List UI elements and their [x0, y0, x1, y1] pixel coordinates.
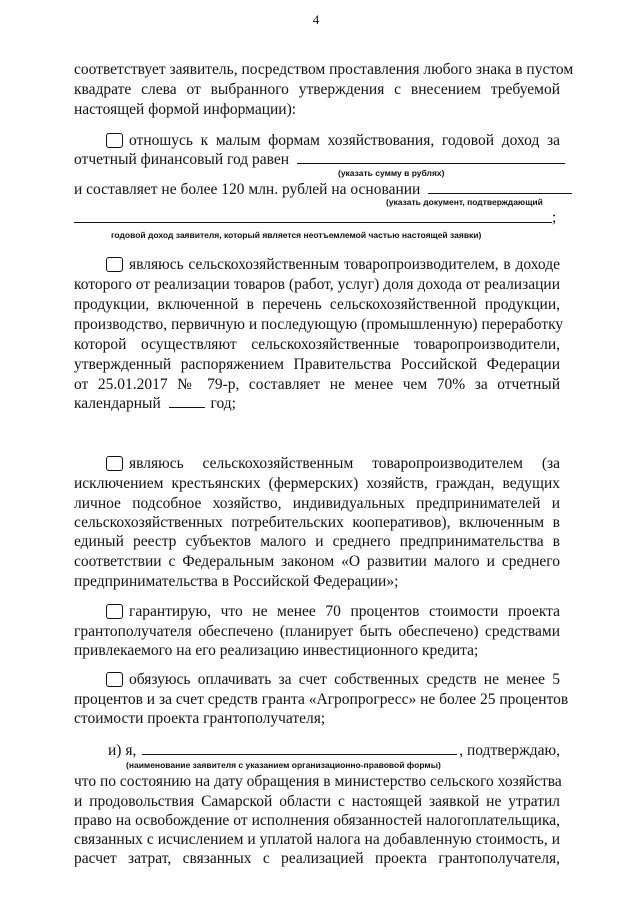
item3-line-5: единый реестр субъектов малого и среднего предпринимательства в [74, 533, 560, 550]
item5-line-2: процентов и за счет средств гранта «Агропрогресс» не более 25 процентов [74, 691, 569, 708]
item4-checkbox[interactable] [106, 604, 123, 619]
item6-line-6: расчет затрат, связанных с реализацией проекта грантополучателя, [74, 850, 560, 867]
item1-line-3: и составляет не более 120 млн. рублей на основании [74, 181, 421, 198]
item3-line-7: предпринимательства в Российской Федерации»; [74, 573, 399, 590]
item2-line-7: от 25.01.2017 № 79-р, составляет не менее чем 70% за отчетный [74, 376, 560, 393]
caption-document: (указать документ, подтверждающий [386, 197, 543, 207]
item3-line-1: являюсь сельскохозяйственным товаропроизводителем (за [129, 455, 560, 472]
item5-line-1: обязуюсь оплачивать за счет собственных средств не менее 5 [129, 671, 560, 688]
item3-checkbox[interactable] [106, 456, 123, 471]
item6-suffix: , подтверждаю, [459, 742, 560, 759]
item2-line-8a: календарный [74, 395, 161, 412]
page-number: 4 [312, 12, 320, 27]
item6-line-5: связанных с исчислением и уплатой налога на добавленную стоимость, и [74, 831, 560, 848]
item2-line-8b: год; [210, 395, 236, 412]
intro-line-3: настоящей формой информации): [74, 101, 297, 118]
item2-line-8-row [74, 394, 560, 413]
document-continuation-field[interactable] [74, 222, 552, 223]
item3-line-6: соответствии с Федеральным законом «О развитии малого и среднего [74, 553, 560, 570]
item4-line-2: грантополучателя обеспечено (планирует быть обеспечено) средствами [74, 623, 560, 640]
item6-line-3: и продовольствия Самарской области с настоящей заявкой не утратил [74, 793, 560, 810]
caption-income-document: годовой доход заявителя, который является неотъемлемой частью настоящей заявки) [111, 230, 482, 240]
item1-semicolon: ; [552, 209, 557, 226]
item1-line-2-row [74, 150, 560, 169]
item2-line-1: являюсь сельскохозяйственным товаропроизводителем, в доходе [129, 256, 560, 273]
applicant-name-field[interactable] [142, 741, 457, 755]
item6-row [108, 741, 560, 760]
item2-line-4: производство, первичную и последующую (промышленную) переработку [74, 316, 564, 333]
item5-checkbox[interactable] [106, 672, 123, 687]
item2-line-6: утвержденный распоряжением Правительства Российской Федерации [74, 356, 560, 373]
item2-checkbox[interactable] [106, 257, 123, 272]
caption-applicant-name: (наименование заявителя с указанием организационно-правовой формы) [126, 760, 441, 770]
basis-document-field[interactable] [428, 180, 572, 194]
item4-line-1: гарантирую, что не менее 70 процентов стоимости проекта [129, 603, 560, 620]
item2-line-3: продукции, включенной в перечень сельскохозяйственной продукции, [74, 296, 560, 313]
item6-line-2: что по состоянию на дату обращения в министерство сельского хозяйства [74, 773, 562, 790]
item1-line-2: отчетный финансовый год равен [74, 151, 290, 168]
item4-row [106, 602, 560, 621]
item1-row [106, 131, 560, 150]
intro-line-1: соответствует заявитель, посредством проставления любого знака в пустом [74, 61, 574, 78]
annual-income-field[interactable] [297, 150, 565, 164]
item2-row [106, 255, 560, 274]
item4-line-3: привлекаемого на его реализацию инвестиционного кредита; [74, 642, 479, 659]
item2-line-2: которого от реализации товаров (работ, услуг) доля дохода от реализации [74, 276, 560, 293]
calendar-year-field[interactable] [169, 394, 205, 408]
item1-line-1: отношусь к малым формам хозяйствования, годовой доход за [129, 132, 560, 149]
item6-prefix: и) я, [108, 742, 137, 759]
item2-line-5: которой осуществляют сельскохозяйственные товаропроизводители, [74, 336, 560, 353]
item5-row [106, 670, 560, 689]
item3-line-4: сельскохозяйственных потребительских кооперативов), включенным в [74, 514, 560, 531]
item5-line-3: стоимости проекта грантополучателя; [74, 710, 326, 727]
caption-sum: (указать сумму в рублях) [338, 168, 445, 178]
intro-line-2: квадрате слева от выбранного утверждения с внесением требуемой [74, 81, 560, 98]
item3-line-2: исключением крестьянских (фермерских) хозяйств, граждан, ведущих [74, 475, 560, 492]
item3-row [106, 454, 560, 473]
item6-line-4: право на освобождение от исполнения обязанностей налогоплательщика, [74, 812, 560, 829]
item1-checkbox[interactable] [106, 133, 123, 148]
item3-line-3: личное подсобное хозяйство, индивидуальных предпринимателей и [74, 495, 560, 512]
